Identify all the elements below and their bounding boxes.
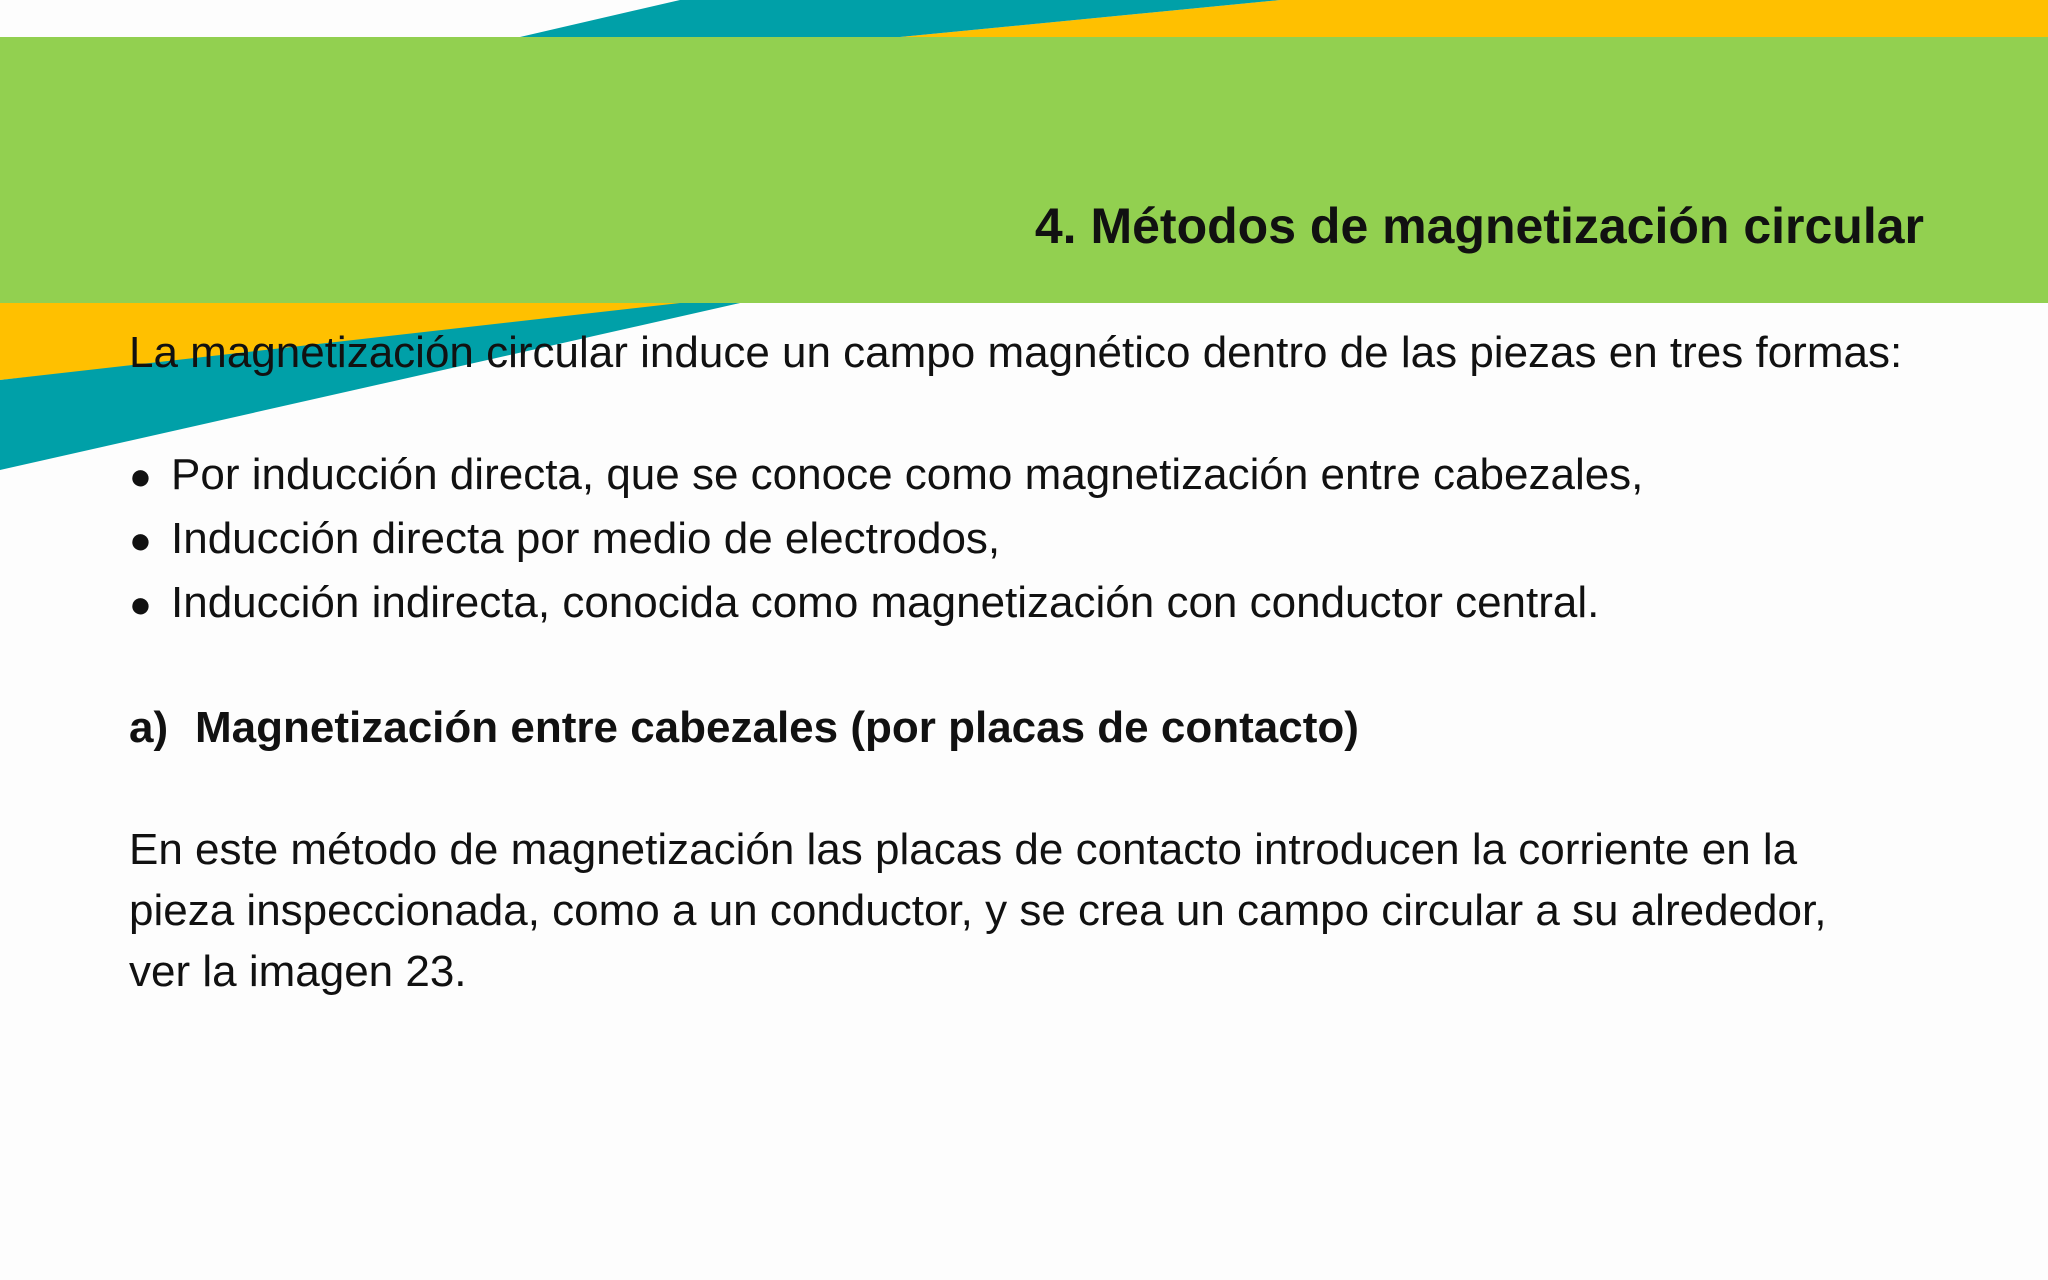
list-item (129, 572, 1909, 636)
section-heading-text: Magnetización entre cabezales (por placas de contacto) (195, 703, 1359, 752)
list-item-text: Inducción directa por medio de electrodos, (171, 514, 1001, 563)
slide-content (129, 322, 1909, 1002)
body-paragraph: En este método de magnetización las placas de contacto introducen la corriente en la pieza inspeccionada, como a un conductor, y se crea un campo circular a su alrededor, ver la imagen 23. (129, 825, 1827, 996)
methods-list (129, 444, 1909, 636)
intro-paragraph: La magnetización circular induce un campo magnético dentro de las piezas en tres formas: (129, 328, 1903, 377)
list-item (129, 444, 1909, 508)
bullet-dot-icon: ● (129, 456, 152, 498)
slide-title: 4. Métodos de magnetización circular (1034, 198, 1924, 254)
list-item-text: Por inducción directa, que se conoce como magnetización entre cabezales, (171, 450, 1644, 499)
section-heading (129, 697, 1909, 758)
bullet-dot-icon: ● (129, 520, 152, 562)
header-band (0, 37, 2048, 303)
list-item (129, 508, 1909, 572)
section-heading-letter: a) (129, 703, 169, 752)
list-item-text: Inducción indirecta, conocida como magnetización con conductor central. (171, 578, 1600, 627)
bullet-dot-icon: ● (129, 584, 152, 626)
